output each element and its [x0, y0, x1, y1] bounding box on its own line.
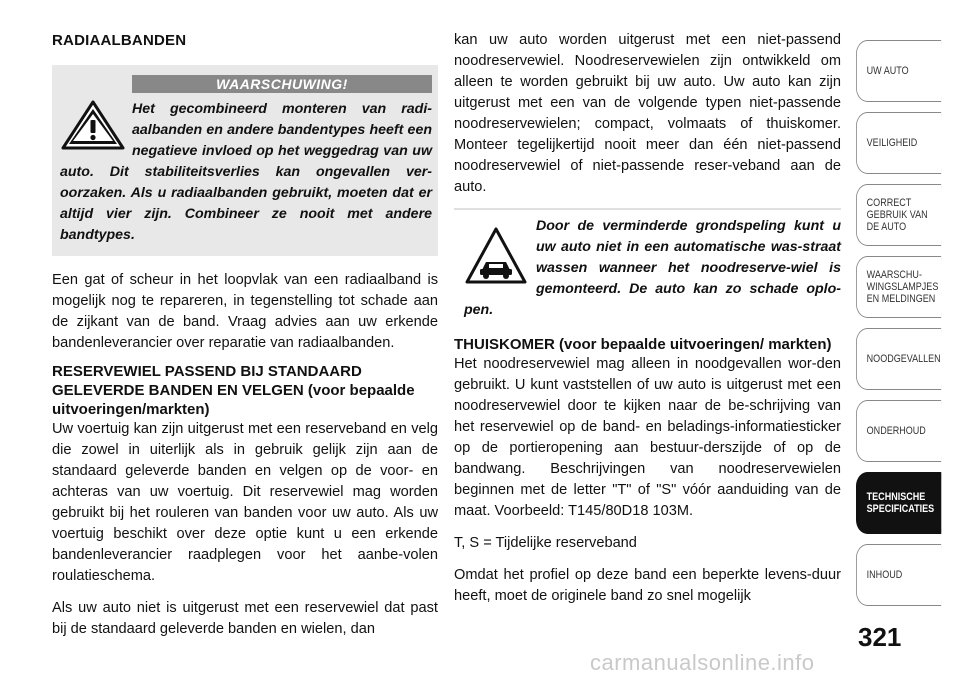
tab-noodgevallen[interactable]	[856, 328, 941, 390]
right-column	[454, 30, 841, 607]
warning-label: WAARSCHUWING!	[132, 75, 432, 93]
warning-text: Het gecombineerd monteren van radi-aalbanden en andere bandentypes heeft een negatieve invloed op het weggedrag van uw auto. Dit stabiliteitsverlies kan ongevallen ver-oorzaken. Als u radiaalbanden gebruikt, moeten dat er altijd vier zijn. Combineer ze nooit met andere bandtypes.	[60, 101, 432, 243]
tab-veiligheid[interactable]	[856, 112, 941, 174]
tab-label: TECHNISCHE SPECIFICATIES	[866, 491, 935, 515]
watermark: carmanualsonline.info	[590, 650, 815, 675]
tab-label: INHOUD	[866, 569, 903, 581]
caution-note	[454, 208, 841, 321]
tab-label: WAARSCHU- WINGSLAMPJES EN MELDINGEN	[866, 269, 939, 305]
section-heading-reservewiel: RESERVEWIEL PASSEND BIJ STANDAARD GELEVERDE BANDEN EN VELGEN (voor bepaalde uitvoeringen/markten)	[52, 363, 415, 418]
paragraph: Omdat het profiel op deze band een beperkte levens-duur heeft, moet de originele band zo snel mogelijk	[454, 567, 841, 604]
warning-triangle-icon	[60, 99, 126, 151]
paragraph: Een gat of scheur in het loopvlak van een radiaalband is mogelijk nog te repareren, in tegenstelling tot schade aan de zijkant van de band. Vraag advies aan uw erkende bandenleverancier over reparatie van radiaalbanden.	[52, 272, 438, 351]
tab-onderhoud[interactable]	[856, 400, 941, 462]
tab-label: ONDERHOUD	[866, 425, 926, 437]
paragraph: kan uw auto worden uitgerust met een niet-passend noodreservewiel. Noodreservewielen zijn ontwikkeld om alleen te worden gebruikt bij uw auto. Uw auto kan zijn uitgerust met een van de volgende typen niet-passende noodreservewielen; compact, volmaats of thuiskomer. Monteer tegelijkertijd nooit meer dan één niet-passend noodreservewiel of niet-passende reser-veband aan de auto.	[454, 32, 841, 195]
left-column	[52, 30, 438, 640]
section-title-radiaalbanden: RADIAALBANDEN	[52, 32, 187, 49]
tab-label: UW AUTO	[866, 65, 909, 77]
tab-label: NOODGEVALLEN	[866, 353, 941, 365]
tab-label: VEILIGHEID	[866, 137, 918, 149]
page-number: 321	[858, 622, 902, 652]
paragraph: Als uw auto niet is uitgerust met een reservewiel dat past bij de standaard geleverde banden en wielen, dan	[52, 600, 438, 637]
tab-correct-gebruik[interactable]	[856, 184, 941, 246]
tab-inhoud[interactable]	[856, 544, 941, 606]
tab-technische-specificaties[interactable]	[856, 472, 941, 534]
paragraph: T, S = Tijdelijke reserveband	[454, 535, 637, 551]
car-caution-icon	[464, 226, 528, 286]
tab-uw-auto[interactable]	[856, 40, 941, 102]
paragraph: Uw voertuig kan zijn uitgerust met een reserveband en velg die zowel in uiterlijk als in gebruik gelijk zijn aan de standaard geleverde banden en velgen op de voor- en achteras van uw voertuig. Dit reservewiel mag worden gebruikt bij het rouleren van banden voor uw auto. Als uw voertuig beschikt over deze optie kunt u een erkende bandenleverancier raadplegen voor het aanbe-volen roulatieschema.	[52, 421, 438, 584]
warning-box	[52, 65, 438, 256]
tab-waarschuwingslampjes[interactable]	[856, 256, 941, 318]
tab-label: CORRECT GEBRUIK VAN DE AUTO	[866, 197, 928, 233]
section-heading-thuiskomer: THUISKOMER (voor bepaalde uitvoeringen/ markten)	[454, 336, 832, 353]
caution-text: Door de verminderde grondspeling kunt u uw auto niet in een automatische was-straat wassen wanneer het noodreserve-wiel is gemonteerd. De auto kan zo schade oplo-pen.	[464, 218, 841, 318]
paragraph: Het noodreservewiel mag alleen in noodgevallen wor-den gebruikt. U kunt vaststellen of uw auto is uitgerust met een noodreservewiel door te kijken naar de be-schrijving van het reservewiel op de band- en beladings-informatiesticker op de portieropening aan bestuur-derszijde of op de bandwang. Beschrijvingen van noodreservewielen beginnen met de letter "T" of "S" vóór aanduiding van de maat. Voorbeeld: T145/80D18 103M.	[454, 356, 841, 519]
